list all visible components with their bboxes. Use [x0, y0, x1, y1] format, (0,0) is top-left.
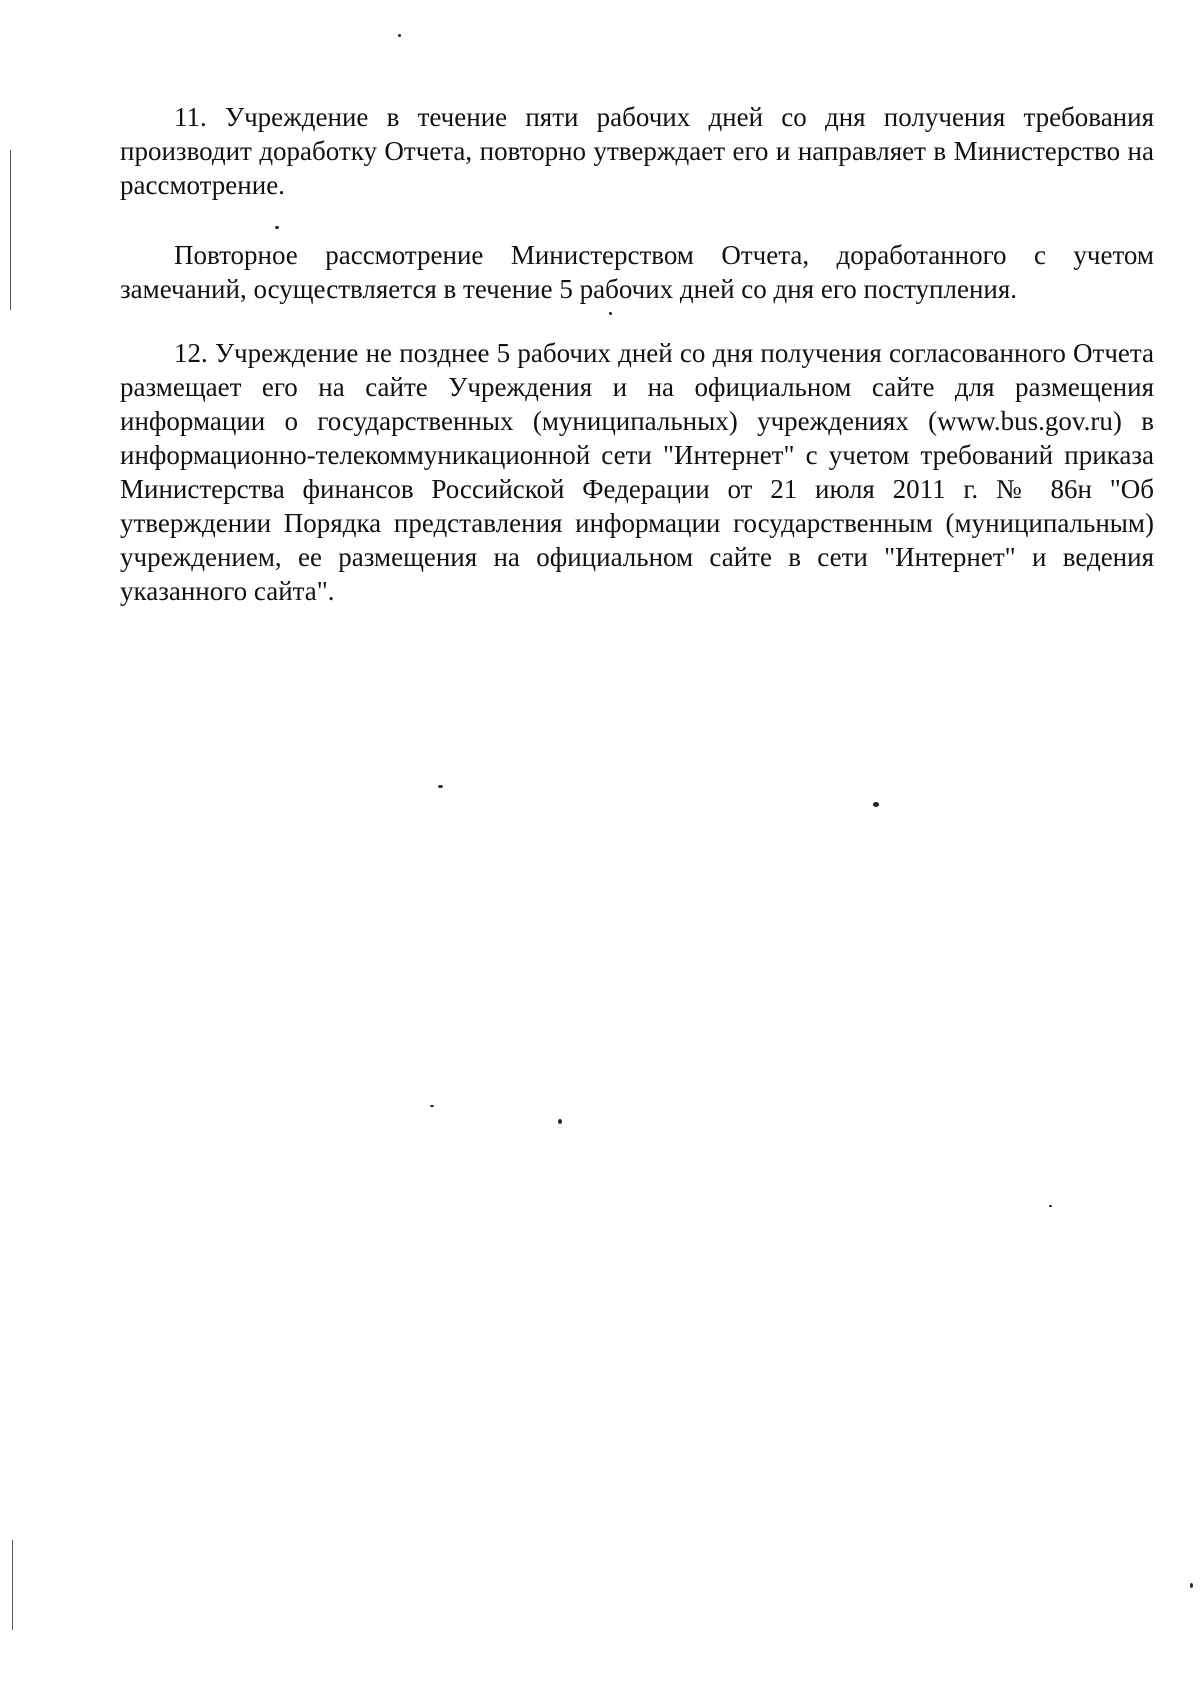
scan-speck — [873, 802, 879, 807]
scan-speck — [1190, 1583, 1193, 1588]
scan-speck — [438, 785, 443, 788]
scan-speck — [398, 34, 401, 37]
paragraph-11: 11. Учреждение в течение пяти рабочих дней со дня получения требования производит доработку Отчета, повторно утверждает его и направляет в Министерство на рассмотрение. — [120, 102, 1154, 200]
scan-speck — [430, 1105, 434, 1107]
scan-margin-line — [12, 1540, 13, 1630]
scan-speck — [609, 312, 612, 315]
paragraph-12: 12. Учреждение не позднее 5 рабочих дней со дня получения согласованного Отчета размещает его на сайте Учреждения и на официальном сайте для размещения информации о государственных (муниципальных) учреждениях (www.bus.gov.ru) в информационно-телекоммуникационной сети "Интернет" с учетом требований приказа Министерства финансов Российской Федерации от 21 июля 2011 г. № 86н "Об утверждении Порядка представления информации государственным (муниципальным) учреждением, ее размещения на официальном сайте в сети "Интернет" и ведения указанного сайта". — [120, 338, 1154, 606]
scan-margin-line — [10, 150, 11, 310]
scan-speck — [1049, 1205, 1052, 1207]
scan-speck — [558, 1119, 562, 1124]
scan-speck — [275, 226, 279, 229]
paragraph-repeat-review: Повторное рассмотрение Министерством Отчета, доработанного с учетом замечаний, осуществляется в течение 5 рабочих дней со дня его поступления. — [120, 240, 1154, 304]
